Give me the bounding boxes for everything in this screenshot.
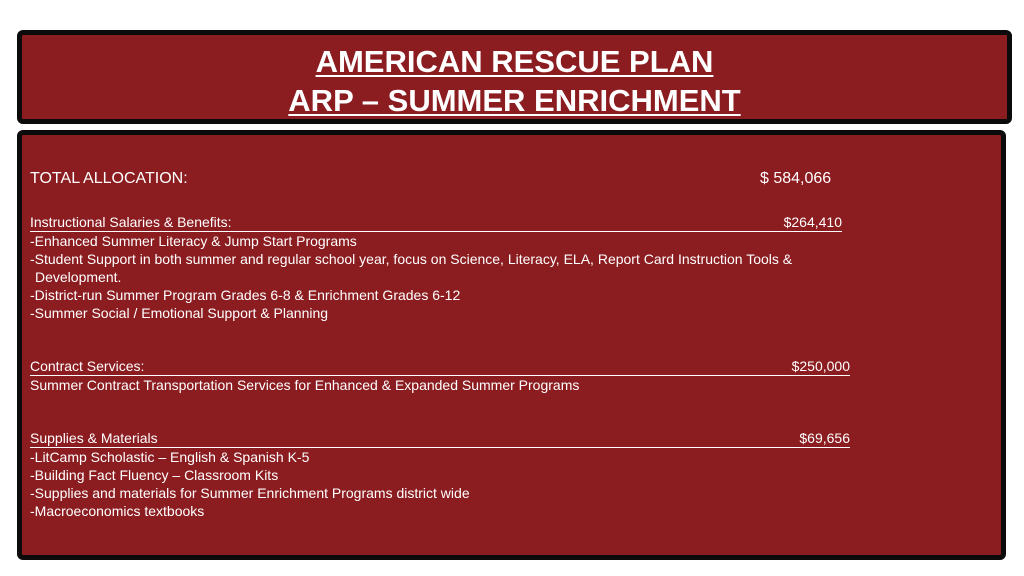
section-header bbox=[30, 358, 850, 376]
allocation-panel bbox=[17, 130, 1006, 560]
section-amount: $250,000 bbox=[791, 358, 850, 374]
list-item: Development. bbox=[35, 269, 122, 285]
list-item: -Building Fact Fluency – Classroom Kits bbox=[30, 467, 279, 483]
list-item: -LitCamp Scholastic – English & Spanish K-5 bbox=[30, 449, 310, 465]
list-item: -Enhanced Summer Literacy & Jump Start Programs bbox=[30, 233, 357, 249]
total-allocation-label: TOTAL ALLOCATION: bbox=[30, 170, 188, 187]
list-item: Summer Contract Transportation Services for Enhanced & Expanded Summer Programs bbox=[30, 377, 580, 393]
list-item: -Student Support in both summer and regular school year, focus on Science, Literacy, ELA, Report Card Instruction Tools & bbox=[30, 251, 793, 267]
list-item: -Macroeconomics textbooks bbox=[30, 503, 205, 519]
section-supplies-materials bbox=[30, 430, 850, 520]
section-amount: $69,656 bbox=[799, 430, 850, 446]
page-title: AMERICAN RESCUE PLAN bbox=[315, 44, 714, 79]
section-header bbox=[30, 430, 850, 448]
list-item: -Supplies and materials for Summer Enrichment Programs district wide bbox=[30, 485, 470, 501]
list-item: -Summer Social / Emotional Support & Planning bbox=[30, 305, 329, 321]
section-amount: $264,410 bbox=[783, 214, 842, 230]
section-instructional-salaries bbox=[30, 214, 850, 322]
total-allocation-amount: $ 584,066 bbox=[760, 170, 832, 187]
title-banner bbox=[17, 30, 1012, 124]
section-contract-services bbox=[30, 358, 850, 394]
section-title: Instructional Salaries & Benefits: bbox=[30, 214, 232, 230]
page-subtitle: ARP – SUMMER ENRICHMENT bbox=[288, 83, 741, 118]
section-header bbox=[30, 214, 842, 232]
list-item: -District-run Summer Program Grades 6-8 & Enrichment Grades 6-12 bbox=[30, 287, 461, 303]
section-title: Contract Services: bbox=[30, 358, 145, 374]
section-title: Supplies & Materials bbox=[30, 430, 158, 446]
